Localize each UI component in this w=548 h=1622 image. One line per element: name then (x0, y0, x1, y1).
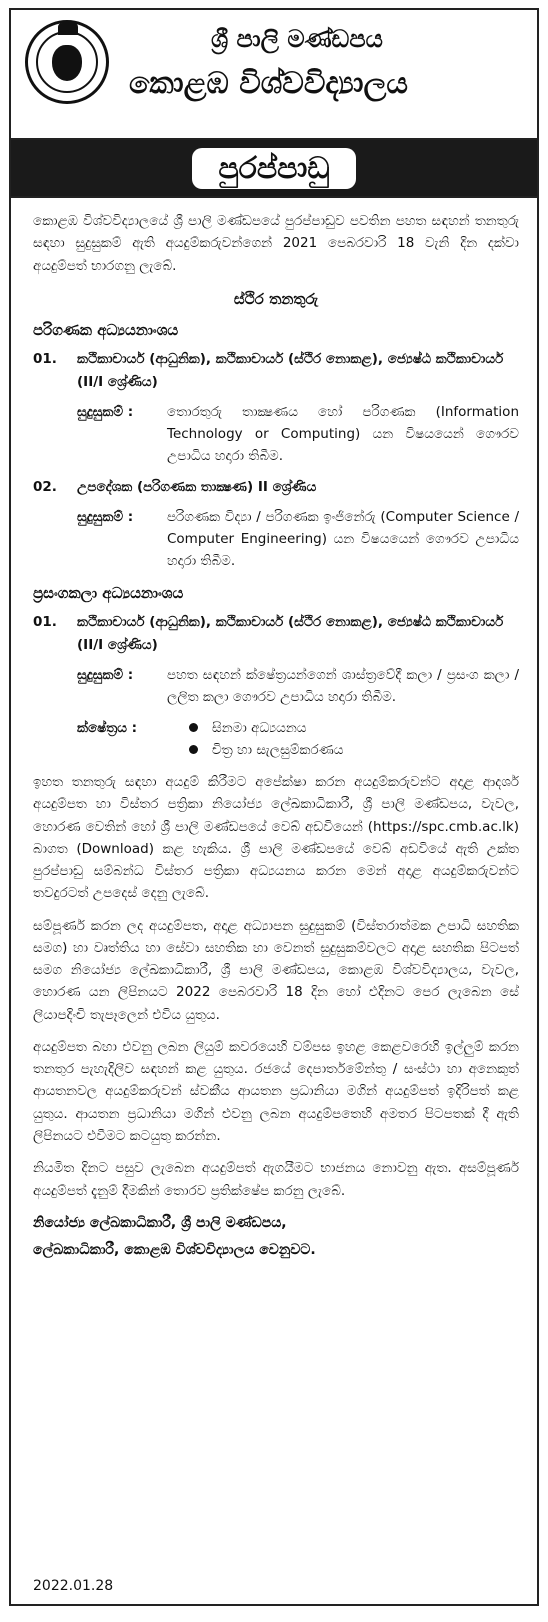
banner-title: පුරප්පාඩු (192, 148, 355, 189)
post-title (33, 611, 519, 656)
vacancies-banner (11, 140, 537, 198)
qualification-text: පහත සඳහන් ක්ෂේත්‍රයන්ගෙන් ශාස්ත්‍රවේදී කලා / ප්‍රසංග කලා / ලලිත කලා ගෞරව උපාධිය හදාරා තිබීම. (167, 666, 519, 706)
bullet-icon (189, 723, 198, 732)
department-heading: ප්‍රසංගකලා අධ්‍යයනාංශය (33, 583, 184, 602)
qualification-text: තොරතුරු තාක්‍ෂණය හෝ පරිගණක (Information Technology or Computing) යන විෂයයෙන් ගෞරව උපාධිය හදාරා තිබීම. (167, 403, 519, 465)
post-name: උපදේශක (පරිගණක තාක්‍ෂණ) II ශ්‍රේණිය (77, 478, 317, 495)
post-name: කථිකාචාර්ය (ආධුනික), කථිකාචාර්ය (ස්ථිර නොකළ), ජ්‍යෙෂ්ඨ කථිකාචාර්ය (II/I ශ්‍රේණිය) (77, 614, 504, 653)
bullet-icon (189, 745, 198, 754)
list-item (189, 717, 344, 739)
signer-line: ලේඛකාධිකාරී, කොළඹ විශ්වවිද්‍යාලය වෙනුවට. (33, 1241, 316, 1258)
header (11, 10, 537, 140)
signer-line: නියෝජ්‍ය ලේඛකාධිකාරී, ශ්‍රී පාලි මණ්ඩපය, (33, 1214, 287, 1231)
qualification-label: සුදුසුකම් : (77, 666, 134, 683)
institute-name: ශ්‍රී පාලි මණ්ඩපය (211, 24, 383, 53)
qualification-label: සුදුසුකම් : (77, 508, 134, 525)
field-name: සිනමා අධ්‍යයනය (212, 719, 307, 736)
post-name: කථිකාචාර්ය (ආධුනික), කථිකාචාර්ය (ස්ථිර නොකළ), ජ්‍යෙෂ්ඨ කථිකාචාර්ය (II/I ශ්‍රේණිය) (77, 351, 504, 390)
submission-paragraph: සම්පූර්ණ කරන ලද අයදුම්පත, අදාළ අධ්‍යාපන සුදුසුකම් (විස්තරාත්මක උපාධි සහතික සමග) හා වෘත්තිය හා සේවා සහතික හා වෙනත් සුදුසුකම්වලට අදාළ සහතික පිටපත් සමග නියෝජ්‍ය ලේඛකාධිකාරී, ශ්‍රී පාලි මණ්ඩපය, කොළඹ විශ්වවිද්‍යාලය, වැවල, හොරණ යන ලිපිනයට 2022 පෙබරවාරි 18 දින හෝ එදිනට පෙර ලැබෙන සේ ලියාපදිංචි තැපෑලෙන් එවිය යුතුය. (33, 917, 519, 1023)
department-heading: පරිගණක අධ්‍යයනාංශය (33, 320, 179, 339)
university-seal-icon (25, 20, 109, 104)
fields-label: ක්ෂේත්‍රය : (77, 719, 138, 736)
qualification (77, 401, 519, 468)
qualification (77, 664, 519, 709)
post-title (33, 476, 519, 498)
post-title (33, 348, 519, 393)
qualification-label: සුදුසුකම් : (77, 403, 134, 420)
fields-list (77, 717, 519, 762)
post-number: 02. (33, 478, 57, 495)
qualification (77, 506, 519, 573)
section-heading: ස්ථිර තනතුරු (233, 289, 319, 308)
qualification-text: පරිගණක විද්‍යා / පරිගණක ඉංජිනේරු (Computer Science / Computer Engineering) යන විෂයයෙන් ගෞරව උපාධිය හදාරා තිබීම. (167, 508, 519, 570)
post-number: 01. (33, 351, 57, 368)
notice-body (11, 198, 537, 1262)
advertisement-page (9, 8, 539, 1606)
post-number: 01. (33, 614, 57, 631)
envelope-paragraph: අයදුම්පත බහා එවනු ලබන ලියුම් කවරයෙහි වම්පස ඉහළ කෙළවරෙහි ඉල්ලුම් කරන තනතුර පැහැදිලිව සඳහන් කළ යුතුය. රජයේ දෙපාර්තමේන්තු / සංස්ථා හා අනෙකුත් ආයතනවල අයදුම්කරුවන් ස්වකීය ආයතන ප්‍රධානියා මගින් අයදුම්පත් ඉදිරිපත් කළ යුතුය. ආයතන ප්‍රධානියා මගින් එවනු ලබන අයදුම්පතෙහි අමතර පිටපතක් දී ඇති ලිපිනයට එවීමට කටයුතු කරන්න. (33, 1038, 519, 1145)
notice-date: 2022.01.28 (33, 1578, 114, 1594)
instructions-paragraph: ඉහත තනතුරු සඳහා අයදුම් කිරීමට අපේක්ෂා කරන අයදුම්කරුවන්ට අදාළ ආදර්ශ අයදුම්පත හා විස්තර පත්‍රිකා නියෝජ්‍ය ලේඛකාධිකාරී, ශ්‍රී පාලි මණ්ඩපය, වැවල, හොරණ වෙතින් හෝ ශ්‍රී පාලි මණ්ඩපයේ වෙබ් අඩවියෙන් (https://spc.cmb.ac.lk) බාගත (Download) කළ හැකිය. ශ්‍රී පාලි මණ්ඩපයේ වෙබ් අඩවියේ ඇති උක්ත පුරප්පාඩු සම්බන්ධ විස්තර පත්‍රිකා අධ්‍යයනය කරන මෙන් අදාළ අයදුම්කරුවන්ට තවදුරටත් උපදෙස් දෙනු ලැබේ. (33, 774, 519, 902)
field-name: චිත්‍ර හා සැලසුම්කරණය (212, 741, 344, 758)
intro-paragraph: කොළඹ විශ්වවිද්‍යාලයේ ශ්‍රී පාලි මණ්ඩපයේ පුරප්පාඩුව පවතින පහත සඳහන් තනතුරු සඳහා සුදුසුකම් ඇති අයදුම්කරුවන්ගෙන් 2021 පෙබරවාරි 18 වැනි දින දක්වා අයදුම්පත් භාරගනු ලැබේ. (33, 213, 519, 274)
list-item (189, 739, 344, 761)
university-name: කොළඹ විශ්වවිද්‍යාලය (129, 66, 408, 101)
late-applications-paragraph: නියමිත දිනට පසුව ලැබෙන අයදුම්පත් ඇගයීමට භාජනය නොවනු ඇත. අසම්පූර්ණ අයදුම්පත් දැනුම් දීමකින් තොරව ප්‍රතික්ෂේප කරනු ලැබේ. (33, 1160, 519, 1199)
